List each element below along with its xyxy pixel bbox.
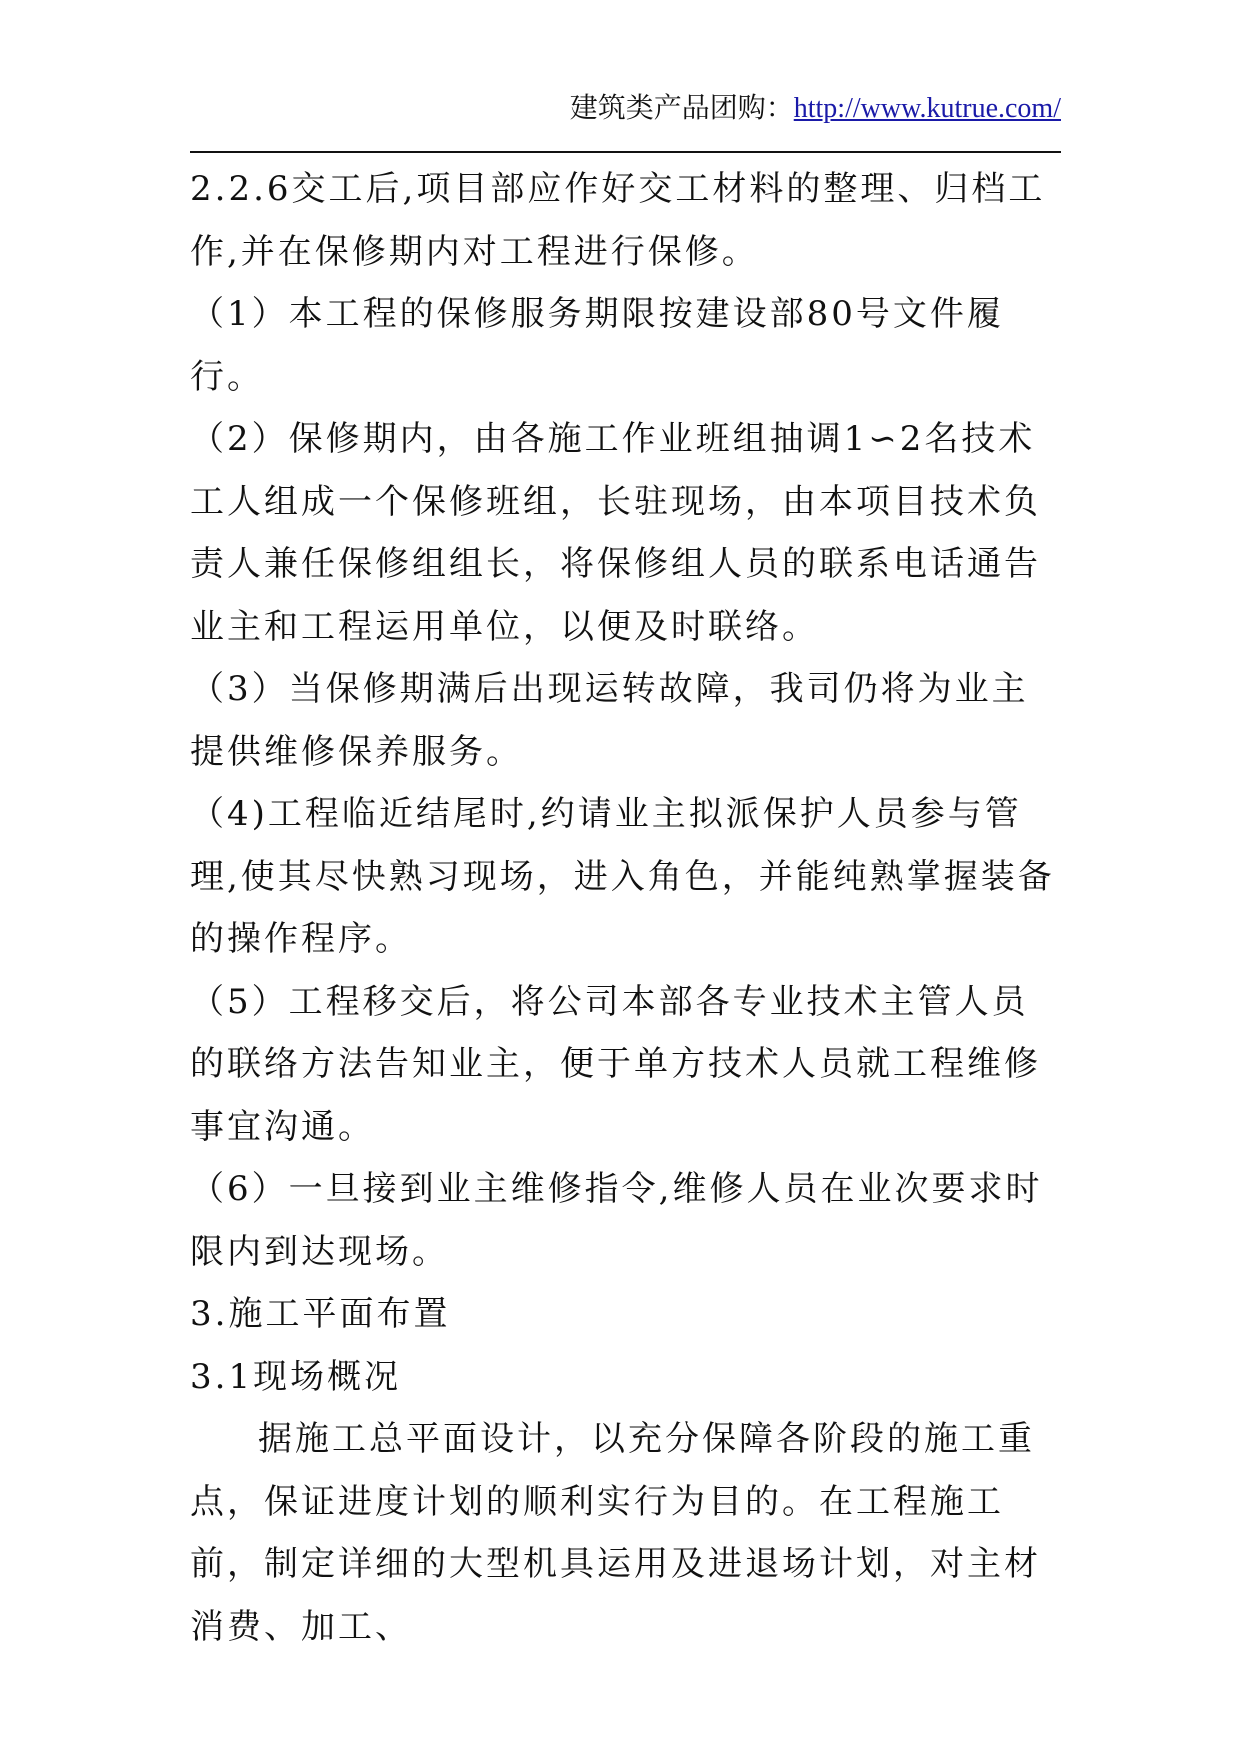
header-label: 建筑类产品团购：	[569, 91, 794, 124]
paragraph-item-5: （5）工程移交后，将公司本部各专业技术主管人员的联络方法告知业主，便于单方技术人员就工程维修事宜沟通。	[190, 981, 1041, 1147]
paragraph-item-6: （6）一旦接到业主维修指令,维修人员在业次要求时限内到达现场。	[190, 1169, 1043, 1272]
page-header	[190, 88, 1061, 128]
paragraph-item-2: （2）保修期内，由各施工作业班组抽调1∽2名技术工人组成一个保修班组，长驻现场，由本项目技术负责人兼任保修组组长，将保修组人员的联系电话通告业主和工程运用单位，以便及时联络。	[190, 419, 1041, 647]
paragraph-site-overview: 据施工总平面设计，以充分保障各阶段的施工重点，保证进度计划的顺利实行为目的。在工程施工前，制定详细的大型机具运用及进退场计划，对主材消费、加工、	[190, 1419, 1041, 1647]
section-heading-3-1: 3.1现场概况	[190, 1356, 402, 1397]
document-body	[190, 158, 1060, 1658]
paragraph-item-1: （1）本工程的保修服务期限按建设部80号文件履行。	[190, 294, 1004, 397]
paragraph-item-3: （3）当保修期满后出现运转故障，我司仍将为业主提供维修保养服务。	[190, 669, 1029, 772]
paragraph-2-2-6: 2.2.6交工后,项目部应作好交工材料的整理、归档工作,并在保修期内对工程进行保修。	[190, 169, 1046, 272]
paragraph-item-4: （4)工程临近结尾时,约请业主拟派保护人员参与管理,使其尽快熟习现场，进入角色，并能纯熟掌握装备的操作程序。	[190, 794, 1055, 959]
header-url-link[interactable]: http://www.kutrue.com/	[793, 93, 1061, 124]
header-divider	[190, 151, 1061, 153]
section-heading-3: 3.施工平面布置	[190, 1294, 451, 1334]
